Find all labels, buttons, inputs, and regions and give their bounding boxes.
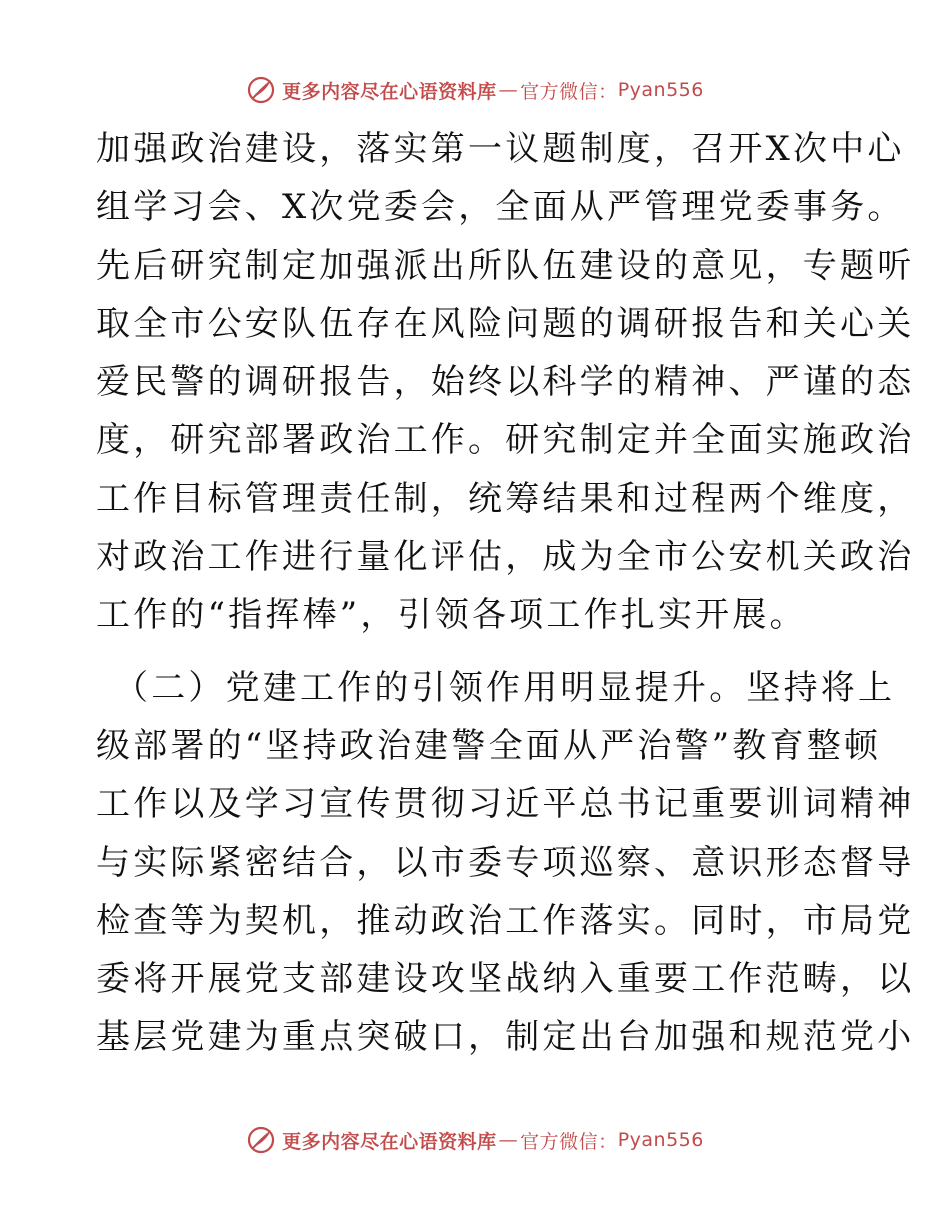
text-line: 级部署的“坚持政治建警全面从严治警”教育整顿 (96, 725, 882, 766)
watermark-wechat-id: Pyan556 (617, 79, 704, 101)
watermark-separator: — (498, 79, 519, 101)
text-line: 加强政治建设，落实第一议题制度，召开X次中心 (96, 129, 905, 169)
watermark-separator: — (498, 1129, 519, 1151)
document-body (96, 120, 915, 1067)
text-line: 工作目标管理责任制，统筹结果和过程两个维度， (96, 478, 915, 519)
paragraph-gap (96, 645, 856, 659)
text-line: 与实际紧密结合，以市委专项巡察、意识形态督导 (96, 842, 915, 883)
text-line: 对政治工作进行量化评估，成为全市公安机关政治 (96, 537, 915, 578)
text-line: 爱民警的调研报告，始终以科学的精神、严谨的态 (96, 362, 915, 403)
text-line: 工作的“指挥棒”，引领各项工作扎实开展。 (96, 595, 807, 636)
text-line: 先后研究制定加强派出所队伍建设的意见，专题听 (96, 245, 915, 286)
watermark-header (0, 70, 950, 110)
watermark-wechat-id: Pyan556 (617, 1129, 704, 1151)
watermark-text: 更多内容尽在心语资料库 (282, 1130, 497, 1153)
paragraph-2 (96, 659, 915, 1067)
quill-circle-icon (246, 1125, 276, 1155)
watermark-footer (0, 1120, 950, 1160)
section-heading-line: （二）党建工作的引领作用明显提升。坚持将上 (114, 667, 896, 708)
paragraph-1 (96, 120, 915, 645)
quill-circle-icon (246, 75, 276, 105)
watermark-label: 官方微信： (520, 1130, 618, 1153)
text-line: 检查等为契机，推动政治工作落实。同时，市局党 (96, 900, 915, 941)
text-line: 工作以及学习宣传贯彻习近平总书记重要训词精神 (96, 784, 915, 825)
watermark-text: 更多内容尽在心语资料库 (282, 80, 497, 103)
watermark-label: 官方微信： (520, 80, 618, 103)
text-line: 组学习会、X次党委会，全面从严管理党委事务。 (96, 187, 905, 228)
text-line: 取全市公安队伍存在风险问题的调研报告和关心关 (96, 303, 915, 344)
text-line: 委将开展党支部建设攻坚战纳入重要工作范畴，以 (96, 959, 915, 1000)
text-line: 基层党建为重点突破口，制定出台加强和规范党小 (96, 1017, 915, 1058)
text-line: 度，研究部署政治工作。研究制定并全面实施政治 (96, 420, 915, 461)
